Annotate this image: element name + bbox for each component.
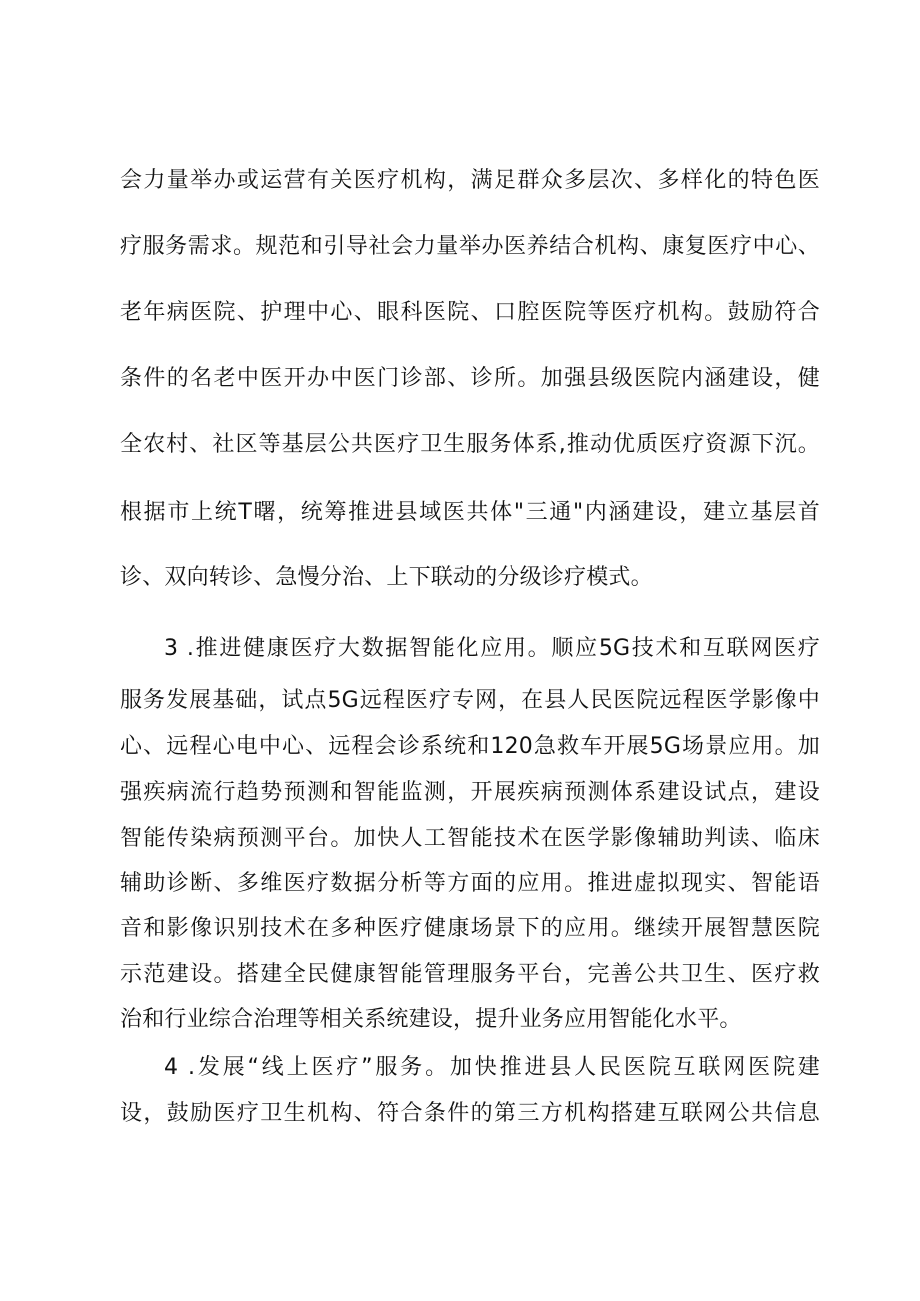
text-line: 服务发展基础，试点5G远程医疗专网，在县人民医院远程医学影像中: [120, 688, 820, 713]
text-line: 老年病医院、护理中心、眼科医院、口腔医院等医疗机构。鼓励符合: [120, 300, 820, 325]
text-line: 会力量举办或运营有关医疗机构，满足群众多层次、多样化的特色医: [120, 168, 820, 193]
text-line: 治和行业综合治理等相关系统建设，提升业务应用智能化水平。: [120, 1007, 742, 1032]
text-line: 强疾病流行趋势预测和智能监测，开展疾病预测体系建设试点，建设: [120, 780, 820, 805]
paragraph-4-first-line: 4 .发展“线上医疗”服务。加快推进县人民医院互联网医院建: [164, 1055, 820, 1080]
text-line: 智能传染病预测平台。加快人工智能技术在医学影像辅助判读、临床: [120, 826, 820, 851]
text-line: 根据市上统T曙，统筹推进县域医共体"三通"内涵建设，建立基层首: [120, 500, 820, 525]
paragraph-3-first-line: 3 .推进健康医疗大数据智能化应用。顺应5G技术和互联网医疗: [164, 636, 820, 661]
text-line: 音和影像识别技术在多种医疗健康场景下的应用。继续开展智慧医院: [120, 916, 820, 941]
text-line: 设，鼓励医疗卫生机构、符合条件的第三方机构搭建互联网公共信息: [120, 1101, 820, 1126]
text-line: 条件的名老中医开办中医门诊部、诊所。加强县级医院内涵建设，健: [120, 366, 820, 391]
text-line: 示范建设。搭建全民健康智能管理服务平台，完善公共卫生、医疗救: [120, 962, 820, 987]
text-line: 全农村、社区等基层公共医疗卫生服务体系,推动优质医疗资源下沉。: [120, 432, 820, 457]
text-line: 辅助诊断、多维医疗数据分析等方面的应用。推进虚拟现实、智能语: [120, 871, 820, 896]
text-line: 心、远程心电中心、远程会诊系统和120急救车开展5G场景应用。加: [120, 734, 820, 759]
text-line: 诊、双向转诊、急慢分治、上下联动的分级诊疗模式。: [120, 565, 653, 590]
text-line: 疗服务需求。规范和引导社会力量举办医养结合机构、康复医疗中心、: [120, 234, 820, 259]
